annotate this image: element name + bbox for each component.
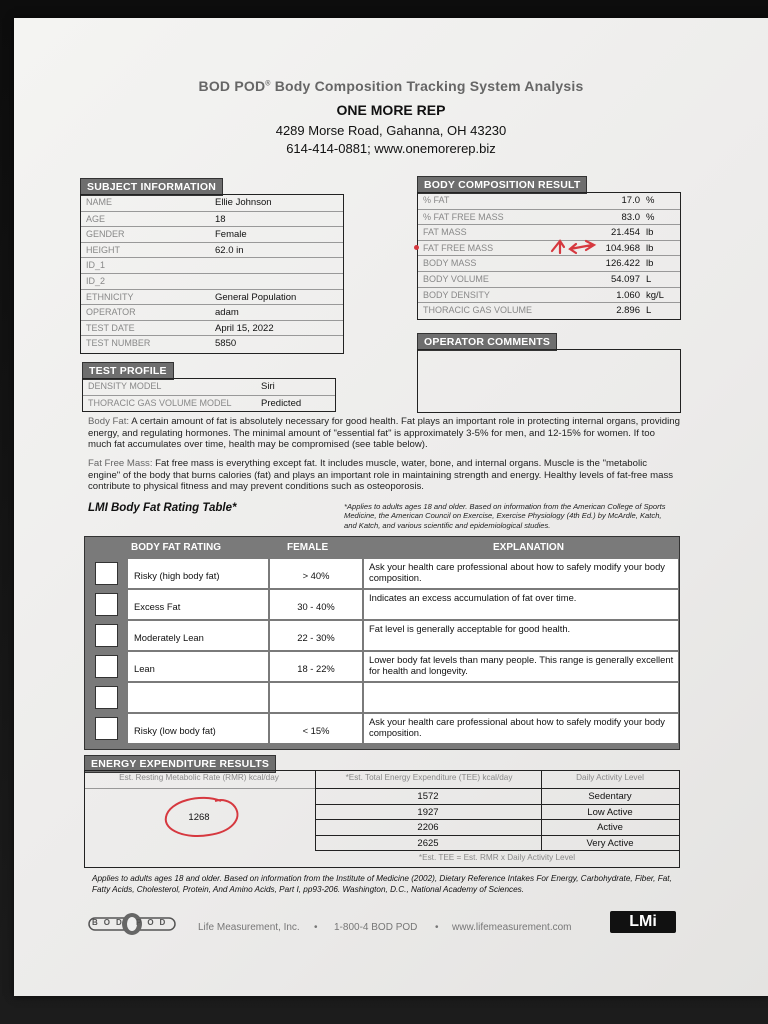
body-comp-row bbox=[418, 193, 680, 209]
subject-info-label: HEIGHT bbox=[86, 244, 121, 255]
body-comp-value: 1.060 bbox=[616, 289, 640, 301]
rating-explanation: Indicates an excess accumulation of fat over time. bbox=[364, 590, 678, 619]
rating-explanation: Lower body fat levels than many people. This range is generally excellent for health and longevity. bbox=[364, 652, 678, 681]
subject-info-value: April 15, 2022 bbox=[215, 322, 274, 334]
subject-info-box bbox=[80, 194, 344, 354]
body-comp-value: 21.454 bbox=[610, 227, 640, 239]
rating-female-range: 18 - 22% bbox=[270, 652, 362, 681]
body-comp-label: BODY VOLUME bbox=[423, 274, 489, 284]
rating-female-range: 30 - 40% bbox=[270, 590, 362, 619]
col-header-female: FEMALE bbox=[287, 542, 329, 553]
body-comp-value: 2.896 bbox=[616, 305, 640, 317]
subject-info-label: NAME bbox=[86, 197, 113, 207]
body-comp-value: 54.097 bbox=[610, 274, 640, 285]
activity-label: Daily Activity Level bbox=[576, 773, 644, 782]
gym-contact: 614-414-0881; www.onemorerep.biz bbox=[286, 141, 496, 156]
body-comp-value: 17.0 bbox=[621, 195, 640, 206]
rating-checkbox-icon bbox=[95, 686, 118, 709]
rating-checkbox-icon bbox=[95, 593, 118, 616]
test-profile-row: THORACIC GAS VOLUME MODEL Predicted bbox=[83, 395, 335, 412]
rating-label: Lean bbox=[128, 652, 268, 681]
rating-table-title: LMI Body Fat Rating Table* bbox=[88, 502, 237, 514]
activity-level: Low Active bbox=[587, 806, 633, 818]
subject-info-label: TEST DATE bbox=[86, 322, 135, 333]
subject-info-heading: SUBJECT INFORMATION bbox=[80, 178, 223, 196]
body-comp-value: 126.422 bbox=[605, 258, 640, 270]
body-comp-heading: BODY COMPOSITION RESULT bbox=[417, 176, 587, 194]
col-header-explanation: EXPLANATION bbox=[493, 542, 564, 553]
rating-explanation: Ask your health care professional about how to safely modify your body composition. bbox=[364, 714, 678, 743]
tee-value: 1572 bbox=[417, 791, 439, 802]
tee-label: *Est. Total Energy Expenditure (TEE) kcal/day bbox=[345, 773, 513, 782]
footer-company: Life Measurement, Inc. bbox=[198, 922, 300, 933]
rating-explanation: Fat level is generally acceptable for good health. bbox=[364, 621, 678, 650]
footer-sep: • bbox=[435, 922, 439, 933]
subject-info-label: ETHNICITY bbox=[86, 291, 134, 302]
subject-info-row bbox=[81, 289, 343, 306]
subject-info-value: 5850 bbox=[215, 338, 237, 350]
energy-row bbox=[315, 819, 679, 836]
energy-heading: ENERGY EXPENDITURE RESULTS bbox=[84, 755, 276, 773]
subject-info-label: AGE bbox=[86, 213, 106, 224]
subject-info-row bbox=[81, 226, 343, 243]
subject-info-value: 62.0 in bbox=[215, 244, 244, 256]
subject-info-row bbox=[81, 273, 343, 290]
subject-info-value: Female bbox=[215, 229, 247, 241]
footer-website: www.lifemeasurement.com bbox=[452, 922, 572, 933]
subject-info-label: OPERATOR bbox=[86, 307, 136, 318]
rating-label: Moderately Lean bbox=[128, 621, 268, 650]
subject-info-row bbox=[81, 335, 343, 352]
rating-explanation bbox=[364, 683, 678, 712]
subject-info-label: GENDER bbox=[86, 229, 125, 240]
test-profile-heading: TEST PROFILE bbox=[82, 362, 174, 380]
body-comp-unit: lb bbox=[646, 242, 654, 254]
body-comp-row bbox=[418, 271, 680, 288]
body-comp-row bbox=[418, 255, 680, 272]
rating-table-row bbox=[95, 652, 674, 681]
rating-checkbox-icon bbox=[95, 717, 118, 740]
body-comp-label: BODY MASS bbox=[423, 258, 477, 269]
activity-level: Active bbox=[597, 822, 623, 833]
rating-table-row bbox=[95, 621, 669, 650]
body-fat-rating-table bbox=[84, 536, 680, 750]
rmr-value: 1268 bbox=[188, 812, 210, 823]
rating-label: Risky (low body fat) bbox=[128, 714, 268, 743]
body-comp-value: 83.0 bbox=[621, 211, 640, 223]
body-comp-label: THORACIC GAS VOLUME bbox=[423, 305, 533, 316]
rating-female-range: > 40% bbox=[270, 559, 362, 588]
operator-comments-box bbox=[417, 349, 681, 413]
body-comp-unit: % bbox=[646, 195, 655, 206]
fat-free-paragraph: Fat Free Mass: Fat free mass is everything except fat. It includes muscle, water, bone, and internal organs. Muscle is the "metabolic engine" of the body that burns calories (fat) and plays an important role in maintaining strength and energy. Healthy levels of fat-free mass contribute to physical fitness and may prevent conditions such as osteoporosis. bbox=[88, 458, 674, 493]
divider bbox=[315, 771, 316, 788]
subject-info-row bbox=[81, 320, 343, 337]
body-comp-label: % FAT FREE MASS bbox=[423, 211, 504, 222]
energy-row bbox=[315, 788, 679, 805]
body-comp-row bbox=[418, 209, 680, 226]
document-page bbox=[14, 18, 768, 996]
test-profile-row: DENSITY MODEL Siri bbox=[88, 381, 275, 392]
body-comp-unit: L bbox=[646, 305, 652, 317]
col-header-rating: BODY FAT RATING bbox=[131, 542, 221, 553]
tee-formula: *Est. TEE = Est. RMR x Daily Activity Level bbox=[418, 853, 576, 862]
subject-info-label: ID_2 bbox=[86, 276, 106, 286]
gym-address: 4289 Morse Road, Gahanna, OH 43230 bbox=[275, 123, 507, 138]
rmr-circle-annotation bbox=[161, 795, 243, 841]
energy-results-box bbox=[84, 770, 680, 868]
lmi-logo: LMi bbox=[610, 911, 676, 933]
rating-label: Excess Fat bbox=[128, 590, 268, 619]
body-comp-label: BODY DENSITY bbox=[423, 289, 490, 300]
report-title: BOD POD® Body Composition Tracking System Analysis bbox=[198, 78, 584, 94]
subject-info-row bbox=[81, 257, 343, 274]
rating-table-row bbox=[95, 590, 669, 619]
subject-info-row bbox=[81, 195, 343, 211]
body-fat-paragraph: Body Fat: A certain amount of fat is absolutely necessary for good health. Fat plays an important role in protecting internal organs, providing energy, and regulating hormones. The minimal amount of "essential fat" is approximately 3-5% for men, and 12-15% for women. If too much fat accumulates over time, health may be compromised (see table below). bbox=[88, 416, 680, 451]
body-comp-unit: lb bbox=[646, 258, 654, 270]
body-comp-unit: lb bbox=[646, 227, 654, 239]
rating-checkbox-icon bbox=[95, 562, 118, 585]
gym-name: ONE MORE REP bbox=[336, 102, 446, 118]
subject-info-row bbox=[81, 211, 343, 228]
footer-sep: • bbox=[314, 922, 318, 933]
tee-value: 2206 bbox=[417, 822, 439, 833]
rating-checkbox-icon bbox=[95, 655, 118, 678]
energy-footnote: Applies to adults ages 18 and older. Based on information from the Institute of Medicine (2002), Dietary Reference Intakes For Energy, Carbohydrate, Fiber, Fat, Fatty Acids, Cholesterol, Protein, And Amino Acids, Part I, pp93-206. Washington, D.C., National Academy of Sciences. bbox=[92, 874, 672, 894]
rating-checkbox-icon bbox=[95, 624, 118, 647]
activity-level: Sedentary bbox=[588, 791, 632, 802]
activity-level: Very Active bbox=[586, 837, 634, 849]
rating-female-range bbox=[270, 683, 362, 712]
body-comp-unit: L bbox=[646, 274, 652, 285]
rating-label: Risky (high body fat) bbox=[128, 559, 268, 588]
rating-explanation: Ask your health care professional about how to safely modify your body composition. bbox=[364, 559, 678, 588]
body-comp-value: 104.968 bbox=[605, 242, 640, 254]
body-comp-unit: % bbox=[646, 211, 655, 223]
subject-info-label: TEST NUMBER bbox=[86, 338, 151, 349]
body-comp-label: FAT MASS bbox=[423, 227, 467, 238]
body-comp-label: % FAT bbox=[423, 195, 450, 205]
subject-info-value: Ellie Johnson bbox=[215, 197, 272, 208]
tee-value: 2625 bbox=[417, 837, 439, 849]
body-comp-box bbox=[417, 192, 681, 320]
operator-comments-heading: OPERATOR COMMENTS bbox=[417, 333, 557, 351]
divider bbox=[315, 850, 679, 851]
body-comp-row bbox=[418, 302, 680, 319]
rating-table-footnote: *Applies to adults ages 18 and older. Based on information from the American College of Sports Medicine, the American Council on Exercise, Exercise Physiology (4th Ed.) by McArdle, Katch, and Katch, and various scientific and epidemiological studies. bbox=[344, 502, 666, 530]
red-arrow-annotation-icon bbox=[548, 239, 600, 255]
subject-info-row bbox=[81, 304, 343, 321]
energy-row bbox=[315, 804, 679, 821]
body-comp-label: FAT FREE MASS bbox=[423, 242, 494, 253]
subject-info-row bbox=[81, 242, 343, 259]
rmr-label: Est. Resting Metabolic Rate (RMR) kcal/day bbox=[119, 773, 279, 782]
subject-info-label: ID_1 bbox=[86, 260, 106, 271]
rating-table-row bbox=[95, 714, 669, 743]
test-profile-box bbox=[82, 378, 336, 412]
subject-info-value: adam bbox=[215, 307, 239, 319]
bodpod-logo: BOD POD bbox=[88, 912, 176, 936]
body-comp-unit: kg/L bbox=[646, 289, 664, 301]
body-comp-row bbox=[418, 287, 680, 304]
rating-table-row bbox=[95, 683, 669, 712]
rating-female-range: 22 - 30% bbox=[270, 621, 362, 650]
rating-label bbox=[128, 683, 268, 712]
subject-info-value: General Population bbox=[215, 291, 297, 303]
red-dot-mark bbox=[414, 245, 419, 250]
tee-value: 1927 bbox=[417, 806, 439, 818]
rating-table-row bbox=[95, 559, 669, 588]
rating-female-range: < 15% bbox=[270, 714, 362, 743]
subject-info-value: 18 bbox=[215, 213, 226, 225]
energy-row bbox=[315, 835, 679, 852]
footer-phone: 1-800-4 BOD POD bbox=[334, 922, 418, 933]
